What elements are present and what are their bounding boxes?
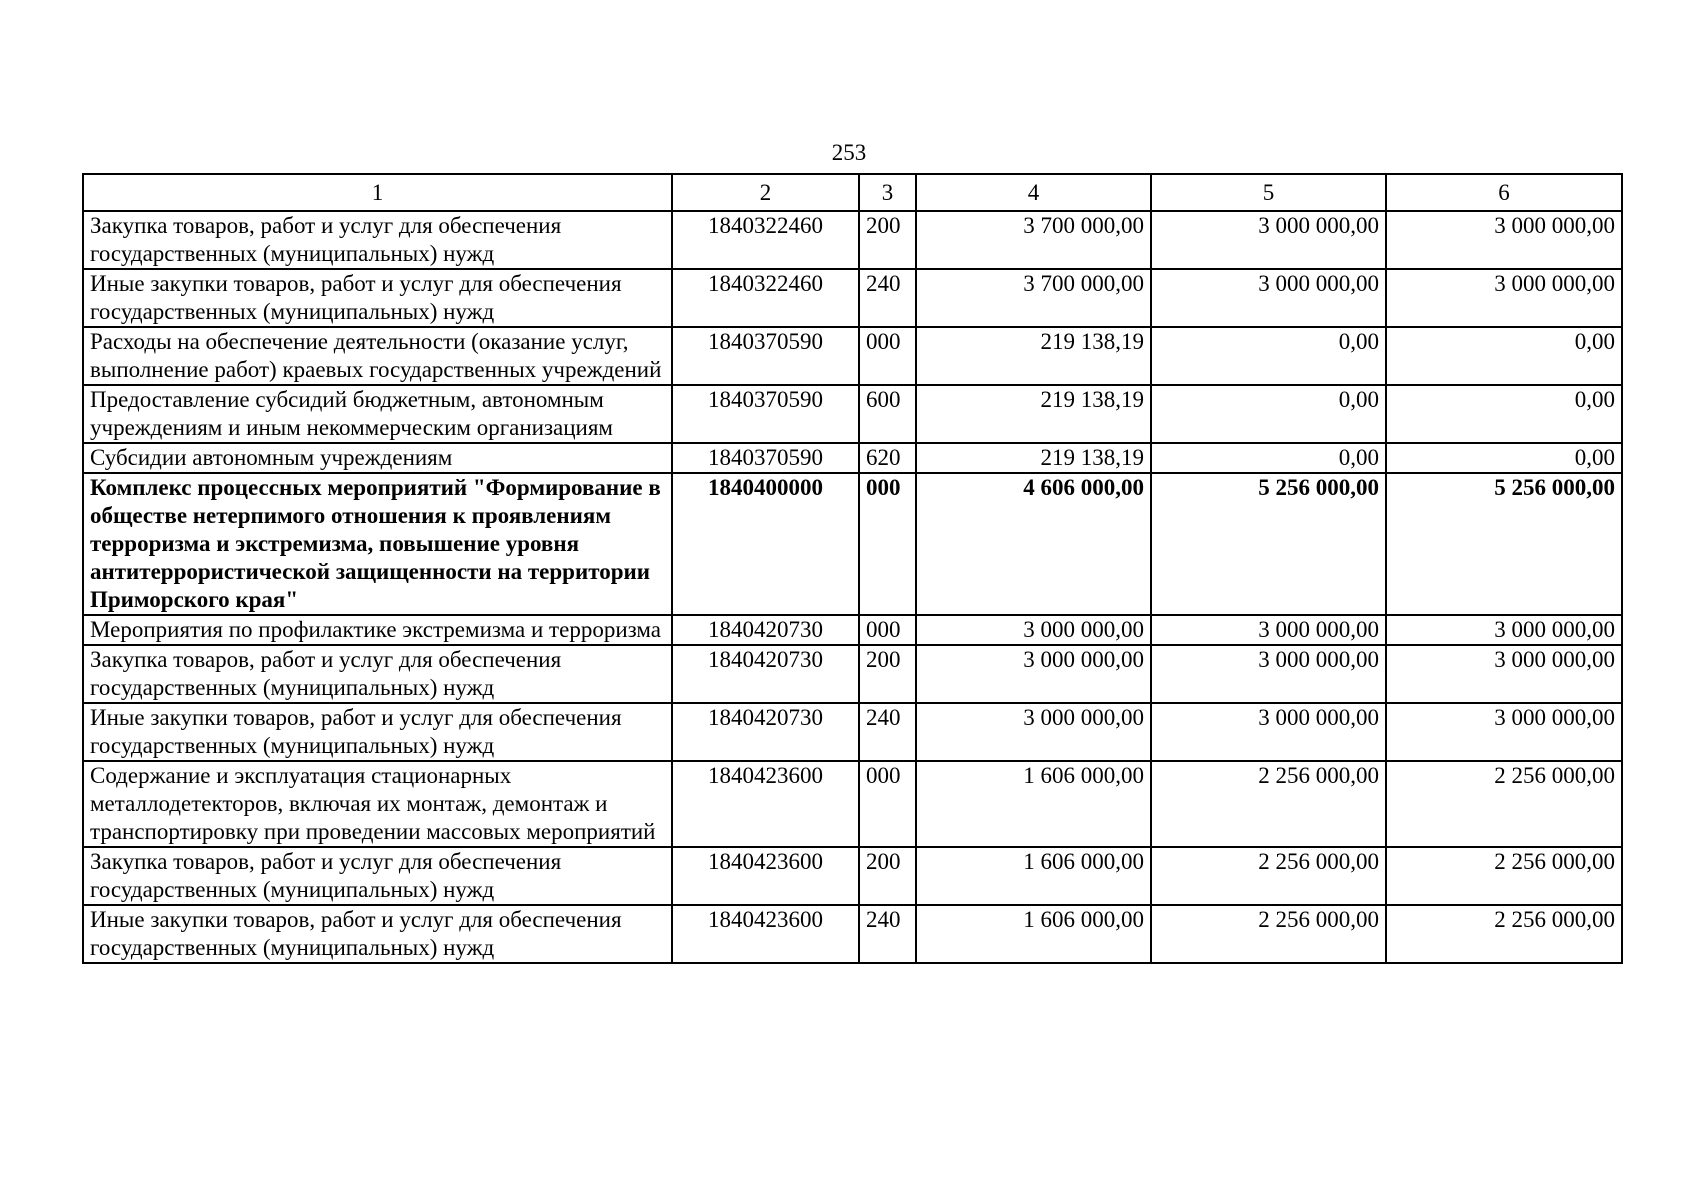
row-name-cell: Содержание и эксплуатация стационарных металлодетекторов, включая их монтаж, демонтаж и транспортировку при проведении массовых мероприятий bbox=[83, 761, 672, 847]
row-name-cell: Субсидии автономным учреждениям bbox=[83, 443, 672, 473]
row-kind-cell: 200 bbox=[859, 211, 916, 269]
table-row bbox=[83, 645, 1622, 703]
row-amount-col4-cell: 3 000 000,00 bbox=[916, 703, 1151, 761]
row-amount-col5-cell: 5 256 000,00 bbox=[1151, 473, 1386, 615]
row-code-cell: 1840322460 bbox=[672, 211, 859, 269]
row-amount-col4-cell: 219 138,19 bbox=[916, 327, 1151, 385]
row-kind-cell: 000 bbox=[859, 327, 916, 385]
row-amount-col5-cell: 2 256 000,00 bbox=[1151, 905, 1386, 963]
column-header-5: 5 bbox=[1151, 174, 1386, 211]
table-row bbox=[83, 269, 1622, 327]
row-name-cell: Закупка товаров, работ и услуг для обеспечения государственных (муниципальных) нужд bbox=[83, 847, 672, 905]
row-code-cell: 1840420730 bbox=[672, 703, 859, 761]
row-kind-cell: 200 bbox=[859, 847, 916, 905]
row-code-cell: 1840420730 bbox=[672, 615, 859, 645]
column-header-1: 1 bbox=[83, 174, 672, 211]
column-header-2: 2 bbox=[672, 174, 859, 211]
row-code-cell: 1840423600 bbox=[672, 761, 859, 847]
row-name-cell: Мероприятия по профилактике экстремизма и терроризма bbox=[83, 615, 672, 645]
row-name-cell: Закупка товаров, работ и услуг для обеспечения государственных (муниципальных) нужд bbox=[83, 211, 672, 269]
row-code-cell: 1840423600 bbox=[672, 905, 859, 963]
table-row bbox=[83, 761, 1622, 847]
row-amount-col4-cell: 219 138,19 bbox=[916, 443, 1151, 473]
row-amount-col4-cell: 4 606 000,00 bbox=[916, 473, 1151, 615]
table-row bbox=[83, 473, 1622, 615]
row-name-cell: Иные закупки товаров, работ и услуг для обеспечения государственных (муниципальных) нужд bbox=[83, 905, 672, 963]
row-amount-col5-cell: 2 256 000,00 bbox=[1151, 761, 1386, 847]
row-amount-col5-cell: 0,00 bbox=[1151, 385, 1386, 443]
row-name-cell: Расходы на обеспечение деятельности (оказание услуг, выполнение работ) краевых государственных учреждений bbox=[83, 327, 672, 385]
row-kind-cell: 000 bbox=[859, 615, 916, 645]
row-kind-cell: 620 bbox=[859, 443, 916, 473]
table-row bbox=[83, 211, 1622, 269]
row-code-cell: 1840370590 bbox=[672, 385, 859, 443]
row-amount-col6-cell: 3 000 000,00 bbox=[1386, 211, 1622, 269]
column-header-3: 3 bbox=[859, 174, 916, 211]
row-code-cell: 1840400000 bbox=[672, 473, 859, 615]
row-code-cell: 1840423600 bbox=[672, 847, 859, 905]
row-amount-col5-cell: 3 000 000,00 bbox=[1151, 645, 1386, 703]
row-code-cell: 1840370590 bbox=[672, 327, 859, 385]
row-amount-col6-cell: 0,00 bbox=[1386, 385, 1622, 443]
row-kind-cell: 200 bbox=[859, 645, 916, 703]
row-kind-cell: 240 bbox=[859, 703, 916, 761]
row-name-cell: Иные закупки товаров, работ и услуг для обеспечения государственных (муниципальных) нужд bbox=[83, 703, 672, 761]
row-amount-col6-cell: 5 256 000,00 bbox=[1386, 473, 1622, 615]
column-header-4: 4 bbox=[916, 174, 1151, 211]
row-amount-col6-cell: 2 256 000,00 bbox=[1386, 905, 1622, 963]
table-row bbox=[83, 443, 1622, 473]
row-kind-cell: 600 bbox=[859, 385, 916, 443]
table-row bbox=[83, 847, 1622, 905]
row-amount-col4-cell: 219 138,19 bbox=[916, 385, 1151, 443]
row-amount-col6-cell: 2 256 000,00 bbox=[1386, 761, 1622, 847]
column-header-6: 6 bbox=[1386, 174, 1622, 211]
row-amount-col4-cell: 1 606 000,00 bbox=[916, 905, 1151, 963]
row-amount-col5-cell: 0,00 bbox=[1151, 327, 1386, 385]
row-kind-cell: 240 bbox=[859, 269, 916, 327]
header-row bbox=[83, 174, 1622, 211]
table-row bbox=[83, 615, 1622, 645]
row-amount-col6-cell: 3 000 000,00 bbox=[1386, 645, 1622, 703]
row-amount-col4-cell: 3 000 000,00 bbox=[916, 615, 1151, 645]
row-name-cell: Иные закупки товаров, работ и услуг для обеспечения государственных (муниципальных) нужд bbox=[83, 269, 672, 327]
row-amount-col6-cell: 3 000 000,00 bbox=[1386, 615, 1622, 645]
row-amount-col6-cell: 3 000 000,00 bbox=[1386, 703, 1622, 761]
row-amount-col4-cell: 1 606 000,00 bbox=[916, 847, 1151, 905]
row-amount-col5-cell: 3 000 000,00 bbox=[1151, 269, 1386, 327]
row-amount-col4-cell: 3 700 000,00 bbox=[916, 269, 1151, 327]
table-row bbox=[83, 703, 1622, 761]
row-name-cell: Предоставление субсидий бюджетным, автономным учреждениям и иным некоммерческим организациям bbox=[83, 385, 672, 443]
table-row bbox=[83, 385, 1622, 443]
row-amount-col5-cell: 0,00 bbox=[1151, 443, 1386, 473]
table-row bbox=[83, 905, 1622, 963]
row-code-cell: 1840322460 bbox=[672, 269, 859, 327]
row-amount-col5-cell: 3 000 000,00 bbox=[1151, 211, 1386, 269]
row-code-cell: 1840420730 bbox=[672, 645, 859, 703]
row-amount-col5-cell: 3 000 000,00 bbox=[1151, 615, 1386, 645]
row-amount-col6-cell: 2 256 000,00 bbox=[1386, 847, 1622, 905]
row-kind-cell: 240 bbox=[859, 905, 916, 963]
row-amount-col5-cell: 3 000 000,00 bbox=[1151, 703, 1386, 761]
row-kind-cell: 000 bbox=[859, 761, 916, 847]
page-number: 253 bbox=[831, 140, 867, 165]
row-amount-col6-cell: 3 000 000,00 bbox=[1386, 269, 1622, 327]
row-name-cell: Комплекс процессных мероприятий "Формирование в обществе нетерпимого отношения к проявлениям терроризма и экстремизма, повышение уровня антитеррористической защищенности на территории Приморского края" bbox=[83, 473, 672, 615]
row-name-cell: Закупка товаров, работ и услуг для обеспечения государственных (муниципальных) нужд bbox=[83, 645, 672, 703]
row-amount-col5-cell: 2 256 000,00 bbox=[1151, 847, 1386, 905]
row-amount-col4-cell: 1 606 000,00 bbox=[916, 761, 1151, 847]
budget-table bbox=[82, 173, 1623, 964]
row-kind-cell: 000 bbox=[859, 473, 916, 615]
row-amount-col4-cell: 3 000 000,00 bbox=[916, 645, 1151, 703]
row-amount-col6-cell: 0,00 bbox=[1386, 327, 1622, 385]
row-code-cell: 1840370590 bbox=[672, 443, 859, 473]
row-amount-col6-cell: 0,00 bbox=[1386, 443, 1622, 473]
row-amount-col4-cell: 3 700 000,00 bbox=[916, 211, 1151, 269]
table-row bbox=[83, 327, 1622, 385]
